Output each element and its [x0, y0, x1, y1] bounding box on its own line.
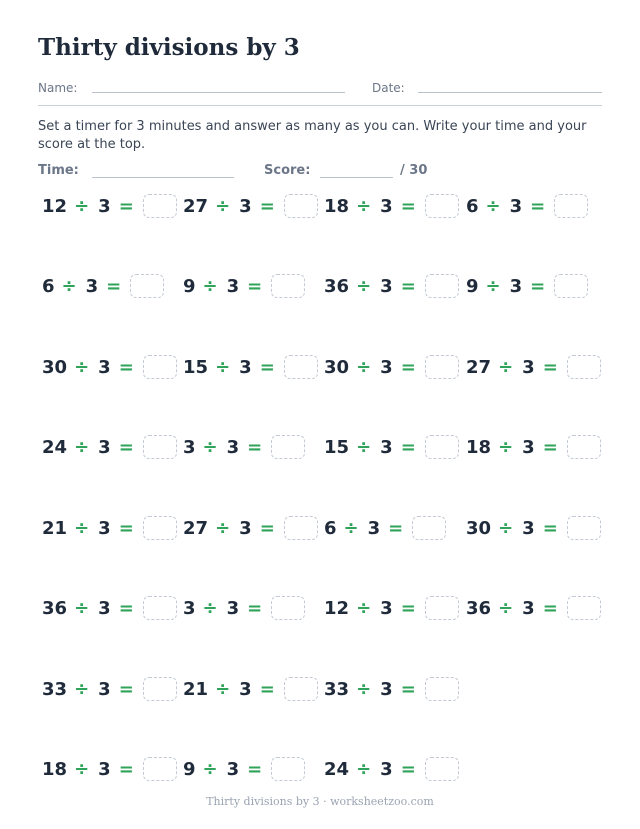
- answer-box[interactable]: [143, 596, 177, 620]
- instructions-text: Set a timer for 3 minutes and answer as many as you can. Write your time and your score at the top.: [38, 119, 587, 152]
- division-problem: [324, 272, 459, 300]
- equals-sign: =: [400, 436, 416, 458]
- divisor: 3: [98, 195, 111, 217]
- division-sign: ÷: [356, 436, 372, 458]
- divisor: 3: [509, 195, 523, 217]
- division-problem: [183, 353, 318, 381]
- dividend: 18: [466, 436, 492, 458]
- worksheet-title: Thirty divisions by 3: [38, 34, 300, 61]
- equals-sign: =: [542, 517, 558, 539]
- dividend: 24: [324, 758, 350, 780]
- date-field[interactable]: [418, 92, 602, 93]
- divisor: 3: [226, 436, 240, 458]
- divisor: 3: [98, 436, 111, 458]
- equals-sign: =: [118, 517, 134, 539]
- answer-box[interactable]: [412, 516, 446, 540]
- division-sign: ÷: [61, 275, 77, 297]
- division-sign: ÷: [215, 517, 231, 539]
- division-problem: [324, 192, 459, 220]
- division-sign: ÷: [74, 517, 90, 539]
- division-sign: ÷: [74, 436, 90, 458]
- name-field[interactable]: [92, 92, 345, 93]
- equals-sign: =: [118, 356, 134, 378]
- answer-box[interactable]: [425, 596, 459, 620]
- answer-box[interactable]: [143, 677, 177, 701]
- equals-sign: =: [400, 275, 416, 297]
- division-problem: [42, 433, 177, 461]
- division-problem: [183, 755, 305, 783]
- equals-sign: =: [400, 597, 416, 619]
- division-sign: ÷: [356, 275, 372, 297]
- dividend: 27: [466, 356, 492, 378]
- equals-sign: =: [542, 436, 558, 458]
- equals-sign: =: [118, 678, 134, 700]
- divisor: 3: [239, 678, 252, 700]
- equals-sign: =: [388, 517, 404, 539]
- division-sign: ÷: [356, 356, 372, 378]
- divisor: 3: [380, 597, 393, 619]
- dividend: 33: [324, 678, 350, 700]
- answer-box[interactable]: [567, 435, 601, 459]
- division-problem: [324, 594, 459, 622]
- divisor: 3: [98, 758, 111, 780]
- equals-sign: =: [118, 597, 134, 619]
- answer-box[interactable]: [130, 274, 164, 298]
- divisor: 3: [367, 517, 381, 539]
- name-label: Name:: [38, 81, 78, 95]
- equals-sign: =: [259, 356, 275, 378]
- divisor: 3: [522, 356, 535, 378]
- divisor: 3: [380, 275, 393, 297]
- division-sign: ÷: [202, 436, 218, 458]
- answer-box[interactable]: [425, 677, 459, 701]
- division-problem: [466, 433, 601, 461]
- division-problem: [466, 192, 588, 220]
- answer-box[interactable]: [284, 516, 318, 540]
- answer-box[interactable]: [143, 435, 177, 459]
- answer-box[interactable]: [425, 274, 459, 298]
- answer-box[interactable]: [284, 194, 318, 218]
- equals-sign: =: [400, 356, 416, 378]
- division-sign: ÷: [498, 436, 514, 458]
- answer-box[interactable]: [284, 677, 318, 701]
- answer-box[interactable]: [271, 435, 305, 459]
- equals-sign: =: [542, 597, 558, 619]
- division-problem: [42, 353, 177, 381]
- division-sign: ÷: [202, 597, 218, 619]
- dividend: 15: [324, 436, 350, 458]
- dividend: 9: [466, 275, 479, 297]
- division-problem: [183, 192, 318, 220]
- division-sign: ÷: [498, 356, 514, 378]
- footer-text: Thirty divisions by 3 · worksheetzoo.com: [206, 795, 434, 808]
- division-problem: [324, 514, 446, 542]
- division-problem: [324, 353, 459, 381]
- dividend: 30: [466, 517, 492, 539]
- division-sign: ÷: [74, 597, 90, 619]
- dividend: 3: [183, 597, 196, 619]
- division-sign: ÷: [485, 195, 501, 217]
- divisor: 3: [226, 597, 240, 619]
- division-sign: ÷: [356, 195, 372, 217]
- divisor: 3: [98, 356, 111, 378]
- dividend: 3: [183, 436, 196, 458]
- divisor: 3: [522, 436, 535, 458]
- answer-box[interactable]: [554, 274, 588, 298]
- answer-box[interactable]: [425, 355, 459, 379]
- answer-box[interactable]: [567, 355, 601, 379]
- dividend: 12: [42, 195, 68, 217]
- answer-box[interactable]: [143, 194, 177, 218]
- equals-sign: =: [542, 356, 558, 378]
- divisor: 3: [98, 597, 111, 619]
- equals-sign: =: [118, 195, 134, 217]
- dividend: 27: [183, 517, 209, 539]
- division-sign: ÷: [498, 517, 514, 539]
- division-problem: [466, 594, 601, 622]
- division-problem: [183, 272, 305, 300]
- date-label: Date:: [372, 81, 405, 95]
- division-problem: [324, 755, 459, 783]
- answer-box[interactable]: [143, 757, 177, 781]
- divisor: 3: [522, 597, 535, 619]
- division-sign: ÷: [74, 356, 90, 378]
- division-problem: [183, 594, 305, 622]
- dividend: 6: [42, 275, 55, 297]
- division-problem: [466, 353, 601, 381]
- equals-sign: =: [118, 758, 134, 780]
- dividend: 33: [42, 678, 68, 700]
- dividend: 30: [324, 356, 350, 378]
- dividend: 36: [466, 597, 492, 619]
- divisor: 3: [226, 275, 240, 297]
- division-sign: ÷: [356, 758, 372, 780]
- division-problem: [42, 272, 164, 300]
- dividend: 15: [183, 356, 209, 378]
- division-sign: ÷: [485, 275, 501, 297]
- equals-sign: =: [259, 195, 275, 217]
- dividend: 9: [183, 275, 196, 297]
- division-problem: [42, 192, 177, 220]
- header-divider: [38, 105, 602, 106]
- equals-sign: =: [530, 195, 546, 217]
- division-sign: ÷: [74, 195, 90, 217]
- equals-sign: =: [247, 275, 263, 297]
- equals-sign: =: [400, 758, 416, 780]
- dividend: 21: [42, 517, 68, 539]
- dividend: 30: [42, 356, 68, 378]
- division-sign: ÷: [215, 678, 231, 700]
- divisor: 3: [380, 758, 393, 780]
- divisor: 3: [380, 436, 393, 458]
- answer-box[interactable]: [271, 757, 305, 781]
- equals-sign: =: [247, 758, 263, 780]
- divisor: 3: [226, 758, 240, 780]
- equals-sign: =: [400, 678, 416, 700]
- dividend: 27: [183, 195, 209, 217]
- divisor: 3: [85, 275, 99, 297]
- answer-box[interactable]: [554, 194, 588, 218]
- answer-box[interactable]: [271, 274, 305, 298]
- divisor: 3: [380, 356, 393, 378]
- equals-sign: =: [247, 597, 263, 619]
- equals-sign: =: [259, 517, 275, 539]
- dividend: 12: [324, 597, 350, 619]
- divisor: 3: [98, 678, 111, 700]
- dividend: 18: [324, 195, 350, 217]
- divisor: 3: [380, 195, 393, 217]
- score-label: Score:: [264, 163, 311, 178]
- answer-box[interactable]: [567, 516, 601, 540]
- time-label: Time:: [38, 163, 79, 178]
- division-problem: [466, 514, 601, 542]
- division-sign: ÷: [74, 758, 90, 780]
- dividend: 24: [42, 436, 68, 458]
- equals-sign: =: [106, 275, 122, 297]
- division-sign: ÷: [215, 195, 231, 217]
- divisor: 3: [239, 517, 252, 539]
- division-sign: ÷: [74, 678, 90, 700]
- answer-box[interactable]: [143, 516, 177, 540]
- division-problem: [42, 755, 177, 783]
- division-problem: [324, 433, 459, 461]
- division-sign: ÷: [343, 517, 359, 539]
- answer-box[interactable]: [425, 435, 459, 459]
- dividend: 36: [324, 275, 350, 297]
- divisor: 3: [98, 517, 111, 539]
- division-problem: [42, 594, 177, 622]
- division-problem: [183, 433, 305, 461]
- answer-box[interactable]: [425, 757, 459, 781]
- dividend: 6: [324, 517, 337, 539]
- divisor: 3: [522, 517, 535, 539]
- division-sign: ÷: [356, 597, 372, 619]
- division-problem: [183, 514, 318, 542]
- dividend: 36: [42, 597, 68, 619]
- time-field[interactable]: [92, 177, 234, 178]
- equals-sign: =: [118, 436, 134, 458]
- division-problem: [42, 514, 177, 542]
- equals-sign: =: [247, 436, 263, 458]
- score-field[interactable]: [320, 177, 393, 178]
- division-problem: [466, 272, 588, 300]
- dividend: 18: [42, 758, 68, 780]
- divisor: 3: [380, 678, 393, 700]
- division-sign: ÷: [215, 356, 231, 378]
- answer-box[interactable]: [567, 596, 601, 620]
- dividend: 6: [466, 195, 479, 217]
- division-sign: ÷: [202, 275, 218, 297]
- dividend: 9: [183, 758, 196, 780]
- division-problem: [183, 675, 318, 703]
- answer-box[interactable]: [425, 194, 459, 218]
- division-sign: ÷: [202, 758, 218, 780]
- score-total: / 30: [400, 163, 428, 178]
- divisor: 3: [239, 356, 252, 378]
- division-sign: ÷: [356, 678, 372, 700]
- division-sign: ÷: [498, 597, 514, 619]
- equals-sign: =: [259, 678, 275, 700]
- divisor: 3: [509, 275, 523, 297]
- division-problem: [324, 675, 459, 703]
- answer-box[interactable]: [143, 355, 177, 379]
- division-problem: [42, 675, 177, 703]
- dividend: 21: [183, 678, 209, 700]
- divisor: 3: [239, 195, 252, 217]
- answer-box[interactable]: [284, 355, 318, 379]
- answer-box[interactable]: [271, 596, 305, 620]
- equals-sign: =: [400, 195, 416, 217]
- equals-sign: =: [530, 275, 546, 297]
